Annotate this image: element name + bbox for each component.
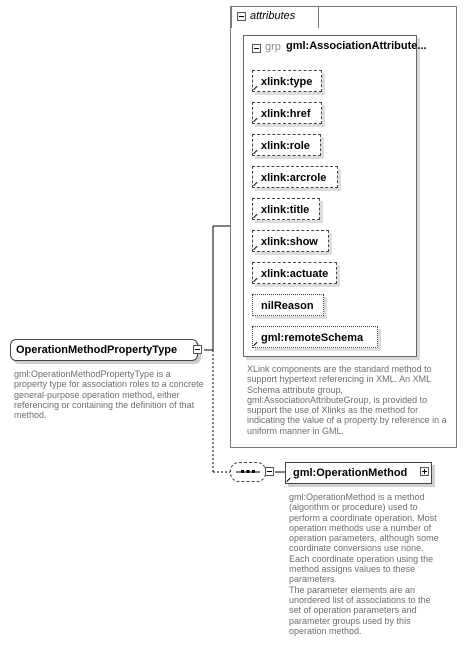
attributes-title: attributes (250, 10, 296, 22)
root-element-description: gml:OperationMethodPropertyType is a property type for association roles to a concrete general-purpose operation method, either referencing or containing the definition of that method. (14, 369, 204, 421)
attribute-label: gml:remoteSchema (261, 332, 364, 344)
attribute-xlink-href[interactable] (252, 102, 322, 124)
link-arrow-icon (254, 213, 259, 218)
attribute-label: xlink:role (261, 140, 310, 152)
attribute-xlink-show[interactable] (252, 230, 329, 252)
link-arrow-icon (254, 85, 259, 90)
link-arrow-icon (254, 341, 259, 346)
link-arrow-icon (254, 149, 259, 154)
collapse-sequence-icon[interactable] (265, 467, 274, 476)
attributes-description: XLink components are the standard method to support hypertext referencing in XML. An XML Schema attribute group, gml:AssociationAttributeGroup, is provided to support the use of Xlinks as the method for indicating the value of a property by reference in a uniform manner in GML. (247, 364, 447, 436)
link-arrow-icon (254, 181, 259, 186)
link-arrow-icon (254, 277, 259, 282)
attribute-xlink-arcrole[interactable] (252, 166, 338, 188)
attribute-label: xlink:type (261, 76, 313, 88)
attribute-xlink-title[interactable] (252, 198, 320, 220)
group-tag: grp (265, 41, 281, 53)
root-element-name: OperationMethodPropertyType (16, 344, 178, 356)
attribute-xlink-actuate[interactable] (252, 262, 337, 284)
attribute-gml-remoteschema[interactable] (252, 326, 378, 348)
attribute-label: xlink:href (261, 108, 311, 120)
collapse-root-icon[interactable] (193, 345, 202, 354)
collapse-attributes-icon[interactable] (237, 12, 246, 21)
attribute-label: xlink:actuate (261, 268, 329, 280)
link-arrow-icon (254, 117, 259, 122)
sequence-icon (234, 466, 262, 478)
attribute-label: xlink:title (261, 204, 310, 216)
link-arrow-icon (287, 477, 292, 482)
attribute-nilreason[interactable] (252, 294, 324, 316)
attribute-label: xlink:show (261, 236, 318, 248)
attribute-label: xlink:arcrole (261, 172, 327, 184)
group-name: gml:AssociationAttribute... (286, 40, 427, 52)
attribute-label: nilReason (261, 300, 314, 312)
link-arrow-icon (254, 245, 259, 250)
child-element-description: gml:OperationMethod is a method (algorithm or procedure) used to perform a coordinate operation. Most operation methods use a number of operation parameters, although some coordinate conversions use none. Each coordinate operation using the method assigns values to these parameters. The parameter elements are an unordered list of associations to the set of operation parameters and parameter groups used by this operation method. (289, 492, 439, 636)
child-element-name: gml:OperationMethod (293, 467, 408, 479)
attribute-xlink-role[interactable] (252, 134, 321, 156)
expand-child-icon[interactable] (420, 467, 429, 476)
collapse-group-icon[interactable] (252, 44, 261, 53)
attribute-xlink-type[interactable] (252, 70, 322, 92)
